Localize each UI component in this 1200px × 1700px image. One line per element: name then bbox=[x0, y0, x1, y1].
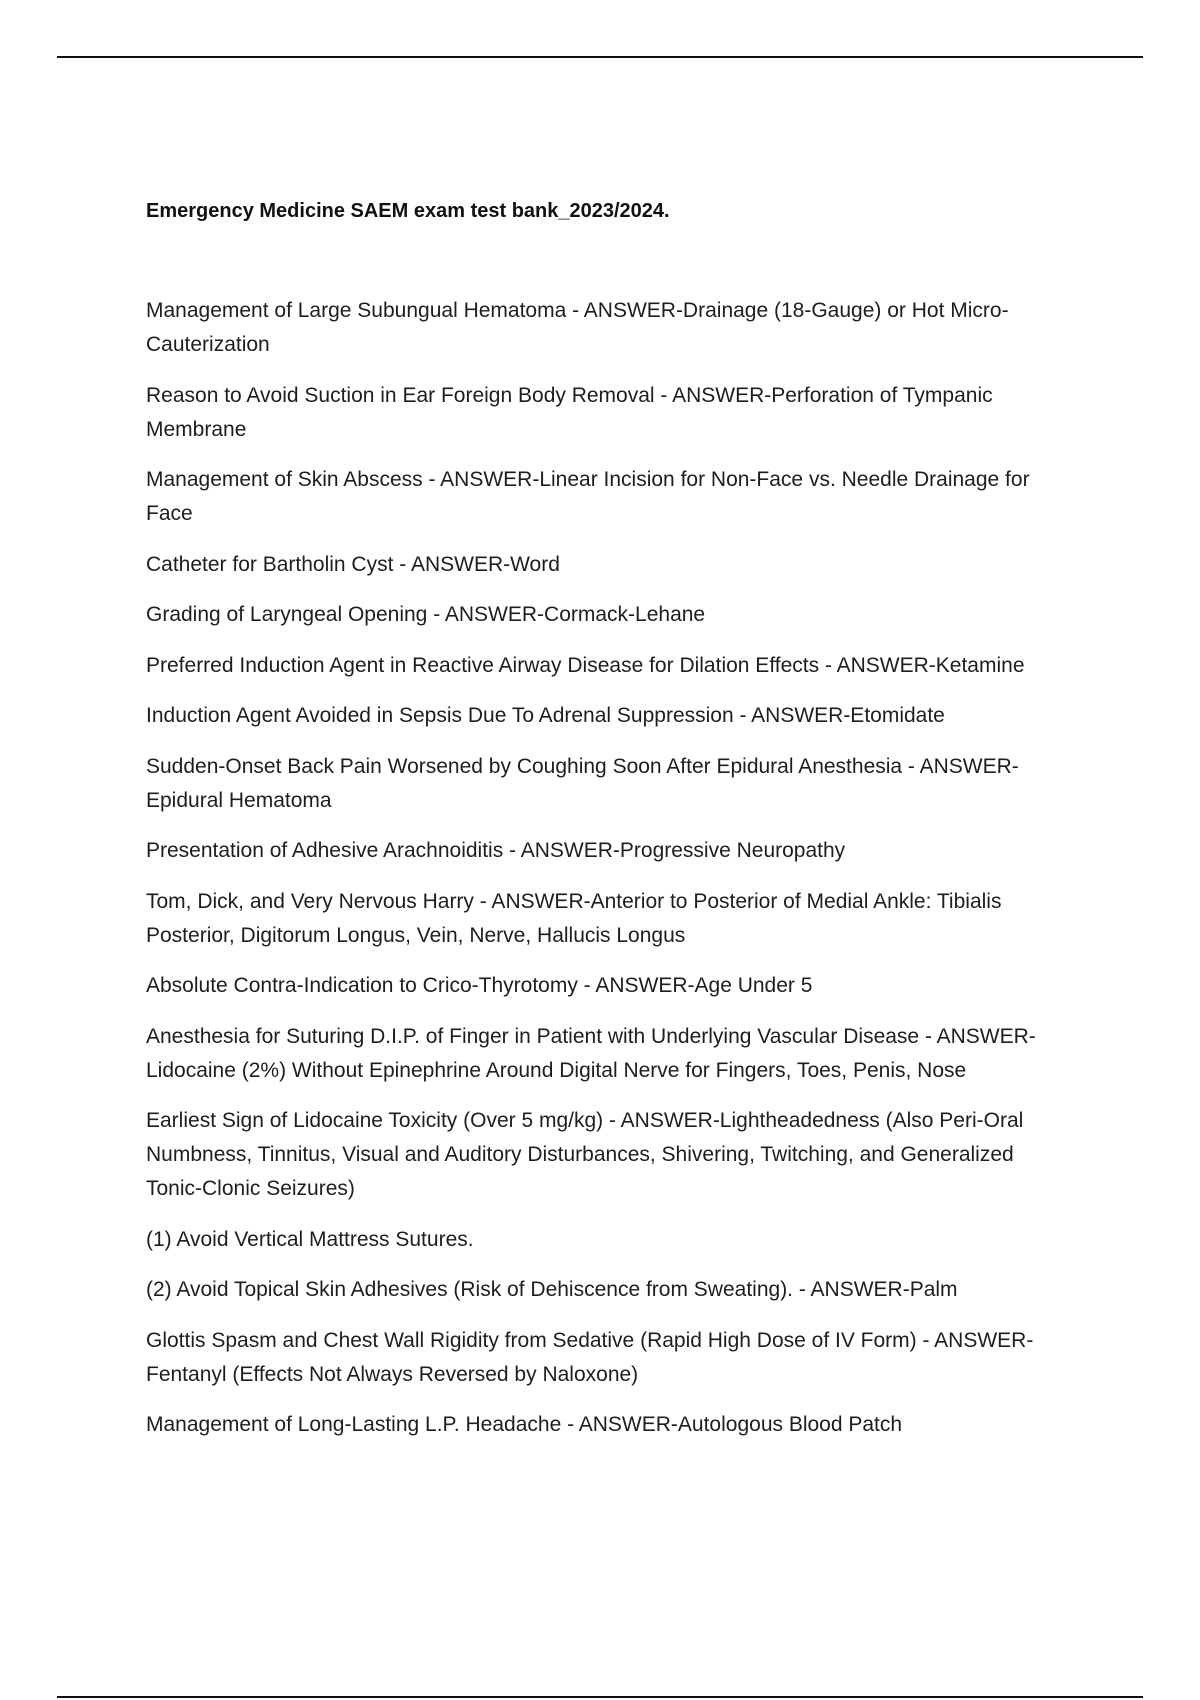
qa-entry: Catheter for Bartholin Cyst - ANSWER-Word bbox=[146, 552, 560, 576]
qa-entry: Management of Skin Abscess - ANSWER-Linear Incision for Non-Face vs. Needle Drainage for Face bbox=[146, 468, 1030, 525]
document-title: Emergency Medicine SAEM exam test bank_2023/2024. bbox=[146, 200, 670, 222]
qa-entry: Earliest Sign of Lidocaine Toxicity (Over 5 mg/kg) - ANSWER-Lightheadedness (Also Peri-Oral Numbness, Tinnitus, Visual and Auditory Disturbances, Shivering, Twitching, and Generalized Tonic-Clonic Seizures) bbox=[146, 1109, 1024, 1200]
qa-entry: Induction Agent Avoided in Sepsis Due To Adrenal Suppression - ANSWER-Etomidate bbox=[146, 704, 945, 727]
bottom-divider bbox=[57, 1696, 1143, 1698]
qa-entry: (1) Avoid Vertical Mattress Sutures. bbox=[146, 1227, 474, 1251]
qa-entry: (2) Avoid Topical Skin Adhesives (Risk of Dehiscence from Sweating). - ANSWER-Palm bbox=[146, 1278, 958, 1301]
qa-entry: Glottis Spasm and Chest Wall Rigidity from Sedative (Rapid High Dose of IV Form) - ANSWER-Fentanyl (Effects Not Always Reversed by Naloxone) bbox=[146, 1328, 1034, 1386]
qa-entry: Sudden-Onset Back Pain Worsened by Coughing Soon After Epidural Anesthesia - ANSWER-Epidural Hematoma bbox=[146, 754, 1019, 812]
qa-entry: Grading of Laryngeal Opening - ANSWER-Cormack-Lehane bbox=[146, 603, 706, 626]
top-divider bbox=[57, 56, 1143, 58]
qa-entry: Anesthesia for Suturing D.I.P. of Finger in Patient with Underlying Vascular Disease - ANSWER-Lidocaine (2%) Without Epinephrine Around Digital Nerve for Fingers, Toes, Penis, Nose bbox=[146, 1024, 1036, 1082]
qa-entry: Presentation of Adhesive Arachnoiditis - ANSWER-Progressive Neuropathy bbox=[146, 839, 846, 862]
qa-entry: Absolute Contra-Indication to Crico-Thyrotomy - ANSWER-Age Under 5 bbox=[146, 974, 813, 997]
qa-entry: Tom, Dick, and Very Nervous Harry - ANSWER-Anterior to Posterior of Medial Ankle: Tibialis Posterior, Digitorum Longus, Vein, Nerve, Hallucis Longus bbox=[146, 889, 1002, 947]
qa-entry: Management of Large Subungual Hematoma - ANSWER-Drainage (18-Gauge) or Hot Micro-Cauterization bbox=[146, 299, 1009, 356]
qa-entry: Reason to Avoid Suction in Ear Foreign Body Removal - ANSWER-Perforation of Tympanic Membrane bbox=[146, 383, 993, 441]
qa-entry: Management of Long-Lasting L.P. Headache - ANSWER-Autologous Blood Patch bbox=[146, 1413, 903, 1436]
qa-list bbox=[146, 294, 1066, 1459]
qa-entry: Preferred Induction Agent in Reactive Airway Disease for Dilation Effects - ANSWER-Ketamine bbox=[146, 653, 1025, 677]
